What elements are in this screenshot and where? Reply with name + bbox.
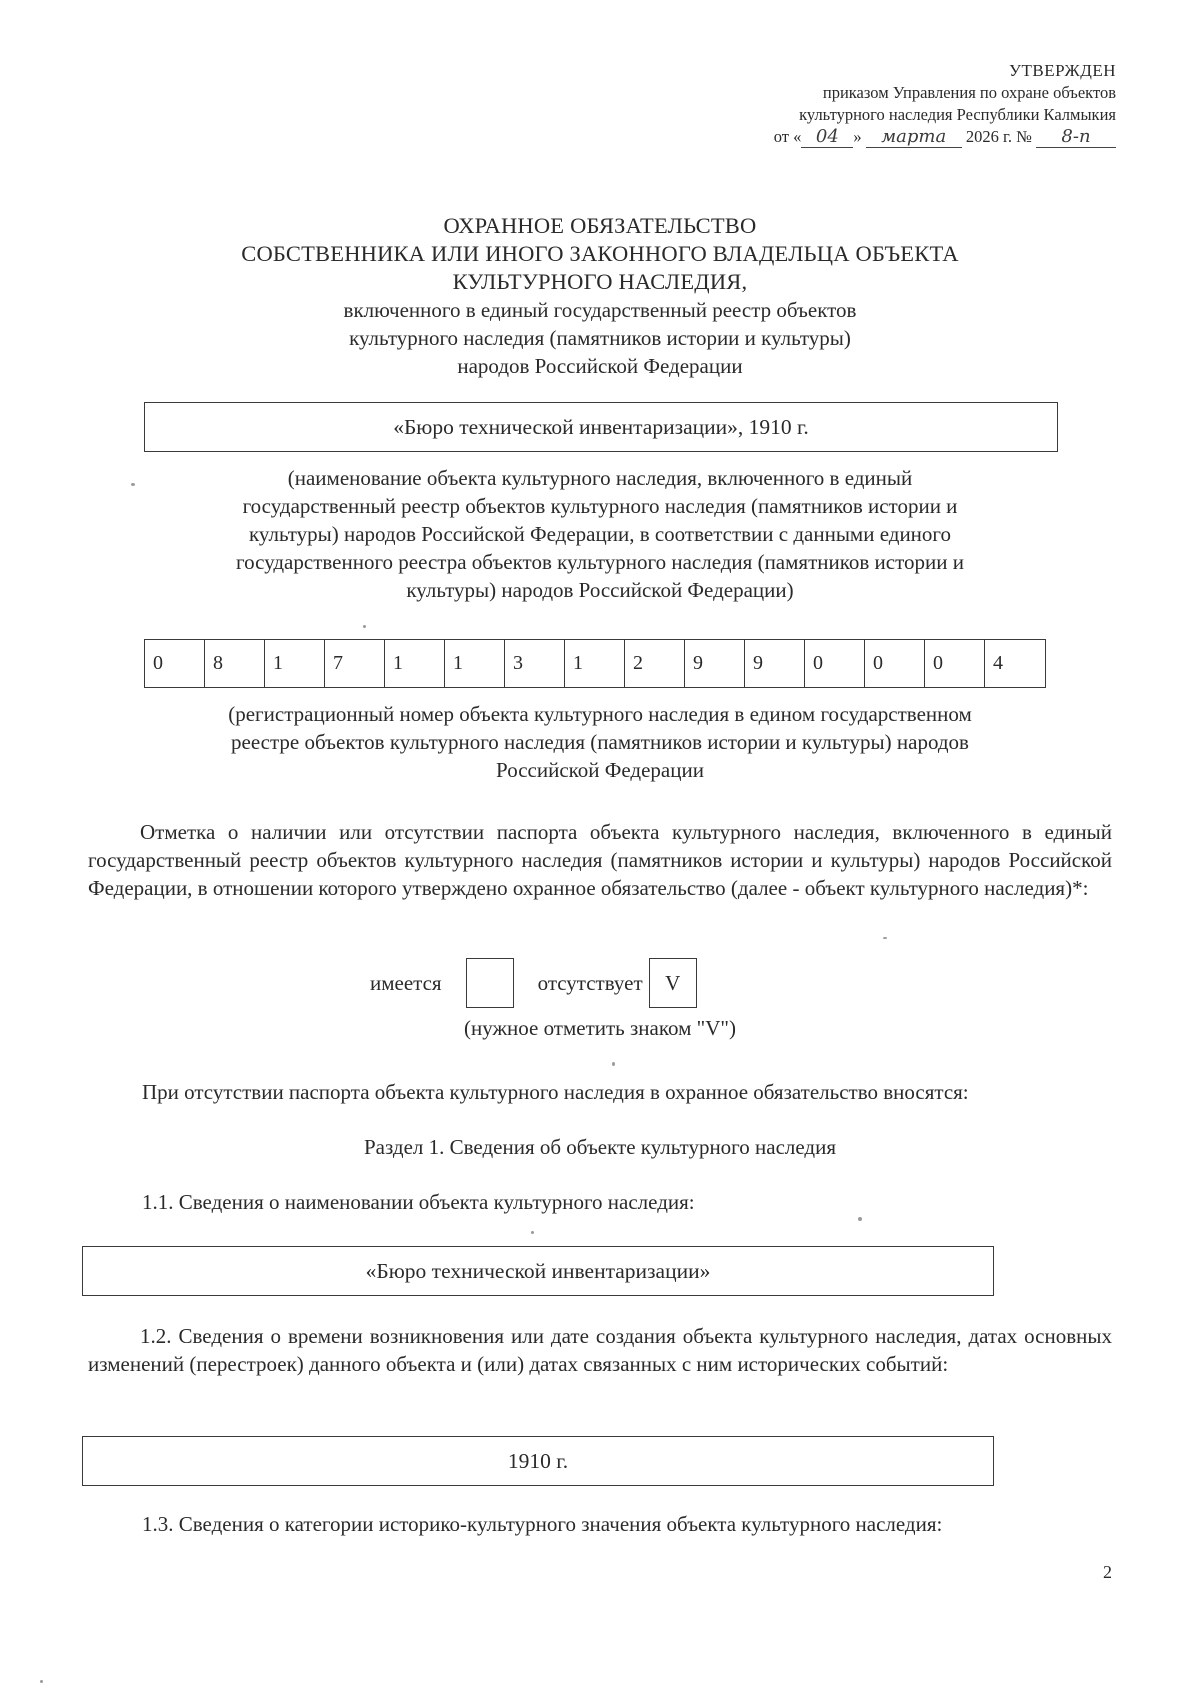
reg-caption-line-1: (регистрационный номер объекта культурного наследия в едином государственном xyxy=(228,702,972,726)
scan-speck xyxy=(131,483,135,486)
scan-speck xyxy=(531,1231,534,1234)
item-1-2-text: 1.2. Сведения о времени возникновения или дате создания объекта культурного наследия, датах основных изменений (перестроек) данного объекта и (или) датах связанных с ним исторических событий: xyxy=(88,1324,1112,1376)
scan-speck xyxy=(612,1062,615,1066)
reg-digit: 7 xyxy=(325,640,385,687)
registration-number-grid xyxy=(144,639,1046,688)
approval-block xyxy=(774,60,1116,148)
reg-digit: 2 xyxy=(625,640,685,687)
absent-checkbox[interactable]: V xyxy=(649,958,697,1008)
caption-line-5: культуры) народов Российской Федерации) xyxy=(406,578,794,602)
item-1-1-value-box: «Бюро технической инвентаризации» xyxy=(82,1246,994,1296)
approval-line-1: приказом Управления по охране объектов xyxy=(822,83,1116,102)
date-day-close: » xyxy=(853,127,862,146)
scan-speck xyxy=(883,937,887,939)
caption-line-1: (наименование объекта культурного наследия, включенного в единый xyxy=(287,466,913,490)
object-name-box: «Бюро технической инвентаризации», 1910 г. xyxy=(144,402,1058,452)
approval-order-line xyxy=(774,126,1116,148)
title-line-4: включенного в единый государственный реестр объектов xyxy=(343,298,857,322)
checkbox-hint: (нужное отметить знаком "V") xyxy=(464,1016,736,1040)
reg-digit: 1 xyxy=(565,640,625,687)
reg-digit: 0 xyxy=(805,640,865,687)
item-1-2-value-box: 1910 г. xyxy=(82,1436,994,1486)
reg-digit: 1 xyxy=(445,640,505,687)
reg-digit: 1 xyxy=(385,640,445,687)
title-line-2: СОБСТВЕННИКА ИЛИ ИНОГО ЗАКОННОГО ВЛАДЕЛЬЦА ОБЪЕКТА xyxy=(241,241,959,266)
handwritten-month: марта xyxy=(866,127,962,148)
item-1-2-paragraph xyxy=(88,1322,1112,1378)
object-name-caption xyxy=(150,464,1050,604)
reg-digit: 9 xyxy=(685,640,745,687)
title-line-1: ОХРАННОЕ ОБЯЗАТЕЛЬСТВО xyxy=(443,213,757,238)
reg-digit: 0 xyxy=(145,640,205,687)
section-1-title: Раздел 1. Сведения об объекте культурного наследия xyxy=(363,1135,837,1159)
page-number: 2 xyxy=(1103,1562,1112,1582)
present-checkbox[interactable] xyxy=(466,958,514,1008)
approval-label: УТВЕРЖДЕН xyxy=(1009,61,1116,80)
title-line-3: КУЛЬТУРНОГО НАСЛЕДИЯ, xyxy=(452,269,748,294)
reg-caption-line-3: Российской Федерации xyxy=(496,758,704,782)
title-line-6: народов Российской Федерации xyxy=(457,354,743,378)
passport-mark-text: Отметка о наличии или отсутствии паспорта объекта культурного наследия, включенного в единый государственный реестр объектов культурного наследия (памятников истории и культуры) народов Российской Федерации, в отношении которого утверждено охранное обязательство (далее - объект культурного наследия)*: xyxy=(88,820,1112,900)
document-title xyxy=(120,212,1080,380)
title-line-5: культурного наследия (памятников истории и культуры) xyxy=(349,326,851,350)
item-1-1-text: 1.1. Сведения о наименовании объекта культурного наследия: xyxy=(142,1190,695,1214)
reg-digit: 8 xyxy=(205,640,265,687)
present-label: имеется xyxy=(370,970,442,995)
reg-digit: 9 xyxy=(745,640,805,687)
caption-line-2: государственный реестр объектов культурного наследия (памятников истории и xyxy=(242,494,958,518)
scan-speck xyxy=(40,1680,43,1683)
passport-checkbox-row xyxy=(370,958,697,1008)
reg-digit: 3 xyxy=(505,640,565,687)
caption-line-4: государственного реестра объектов культурного наследия (памятников истории и xyxy=(236,550,964,574)
scan-speck xyxy=(363,625,366,628)
passport-mark-paragraph xyxy=(88,818,1112,902)
registration-caption xyxy=(150,700,1050,784)
absent-label: отсутствует xyxy=(537,970,643,995)
item-1-3-text: 1.3. Сведения о категории историко-культурного значения объекта культурного наследия: xyxy=(142,1512,943,1536)
approval-line-2: культурного наследия Республики Калмыкия xyxy=(799,105,1116,124)
reg-digit: 4 xyxy=(993,652,1003,674)
handwritten-order-number: 8-п xyxy=(1036,127,1116,148)
reg-digit: 0 xyxy=(925,640,985,687)
reg-caption-line-2: реестре объектов культурного наследия (памятников истории и культуры) народов xyxy=(231,730,969,754)
absent-passport-text: При отсутствии паспорта объекта культурного наследия в охранное обязательство вносятся: xyxy=(142,1080,969,1104)
handwritten-day: 04 xyxy=(801,127,853,148)
reg-digit: 0 xyxy=(865,640,925,687)
scan-speck xyxy=(858,1217,862,1221)
caption-line-3: культуры) народов Российской Федерации, в соответствии с данными единого xyxy=(248,522,952,546)
reg-digit: 1 xyxy=(265,640,325,687)
date-prefix: от « xyxy=(773,127,802,146)
date-year: 2026 г. № xyxy=(965,127,1032,146)
